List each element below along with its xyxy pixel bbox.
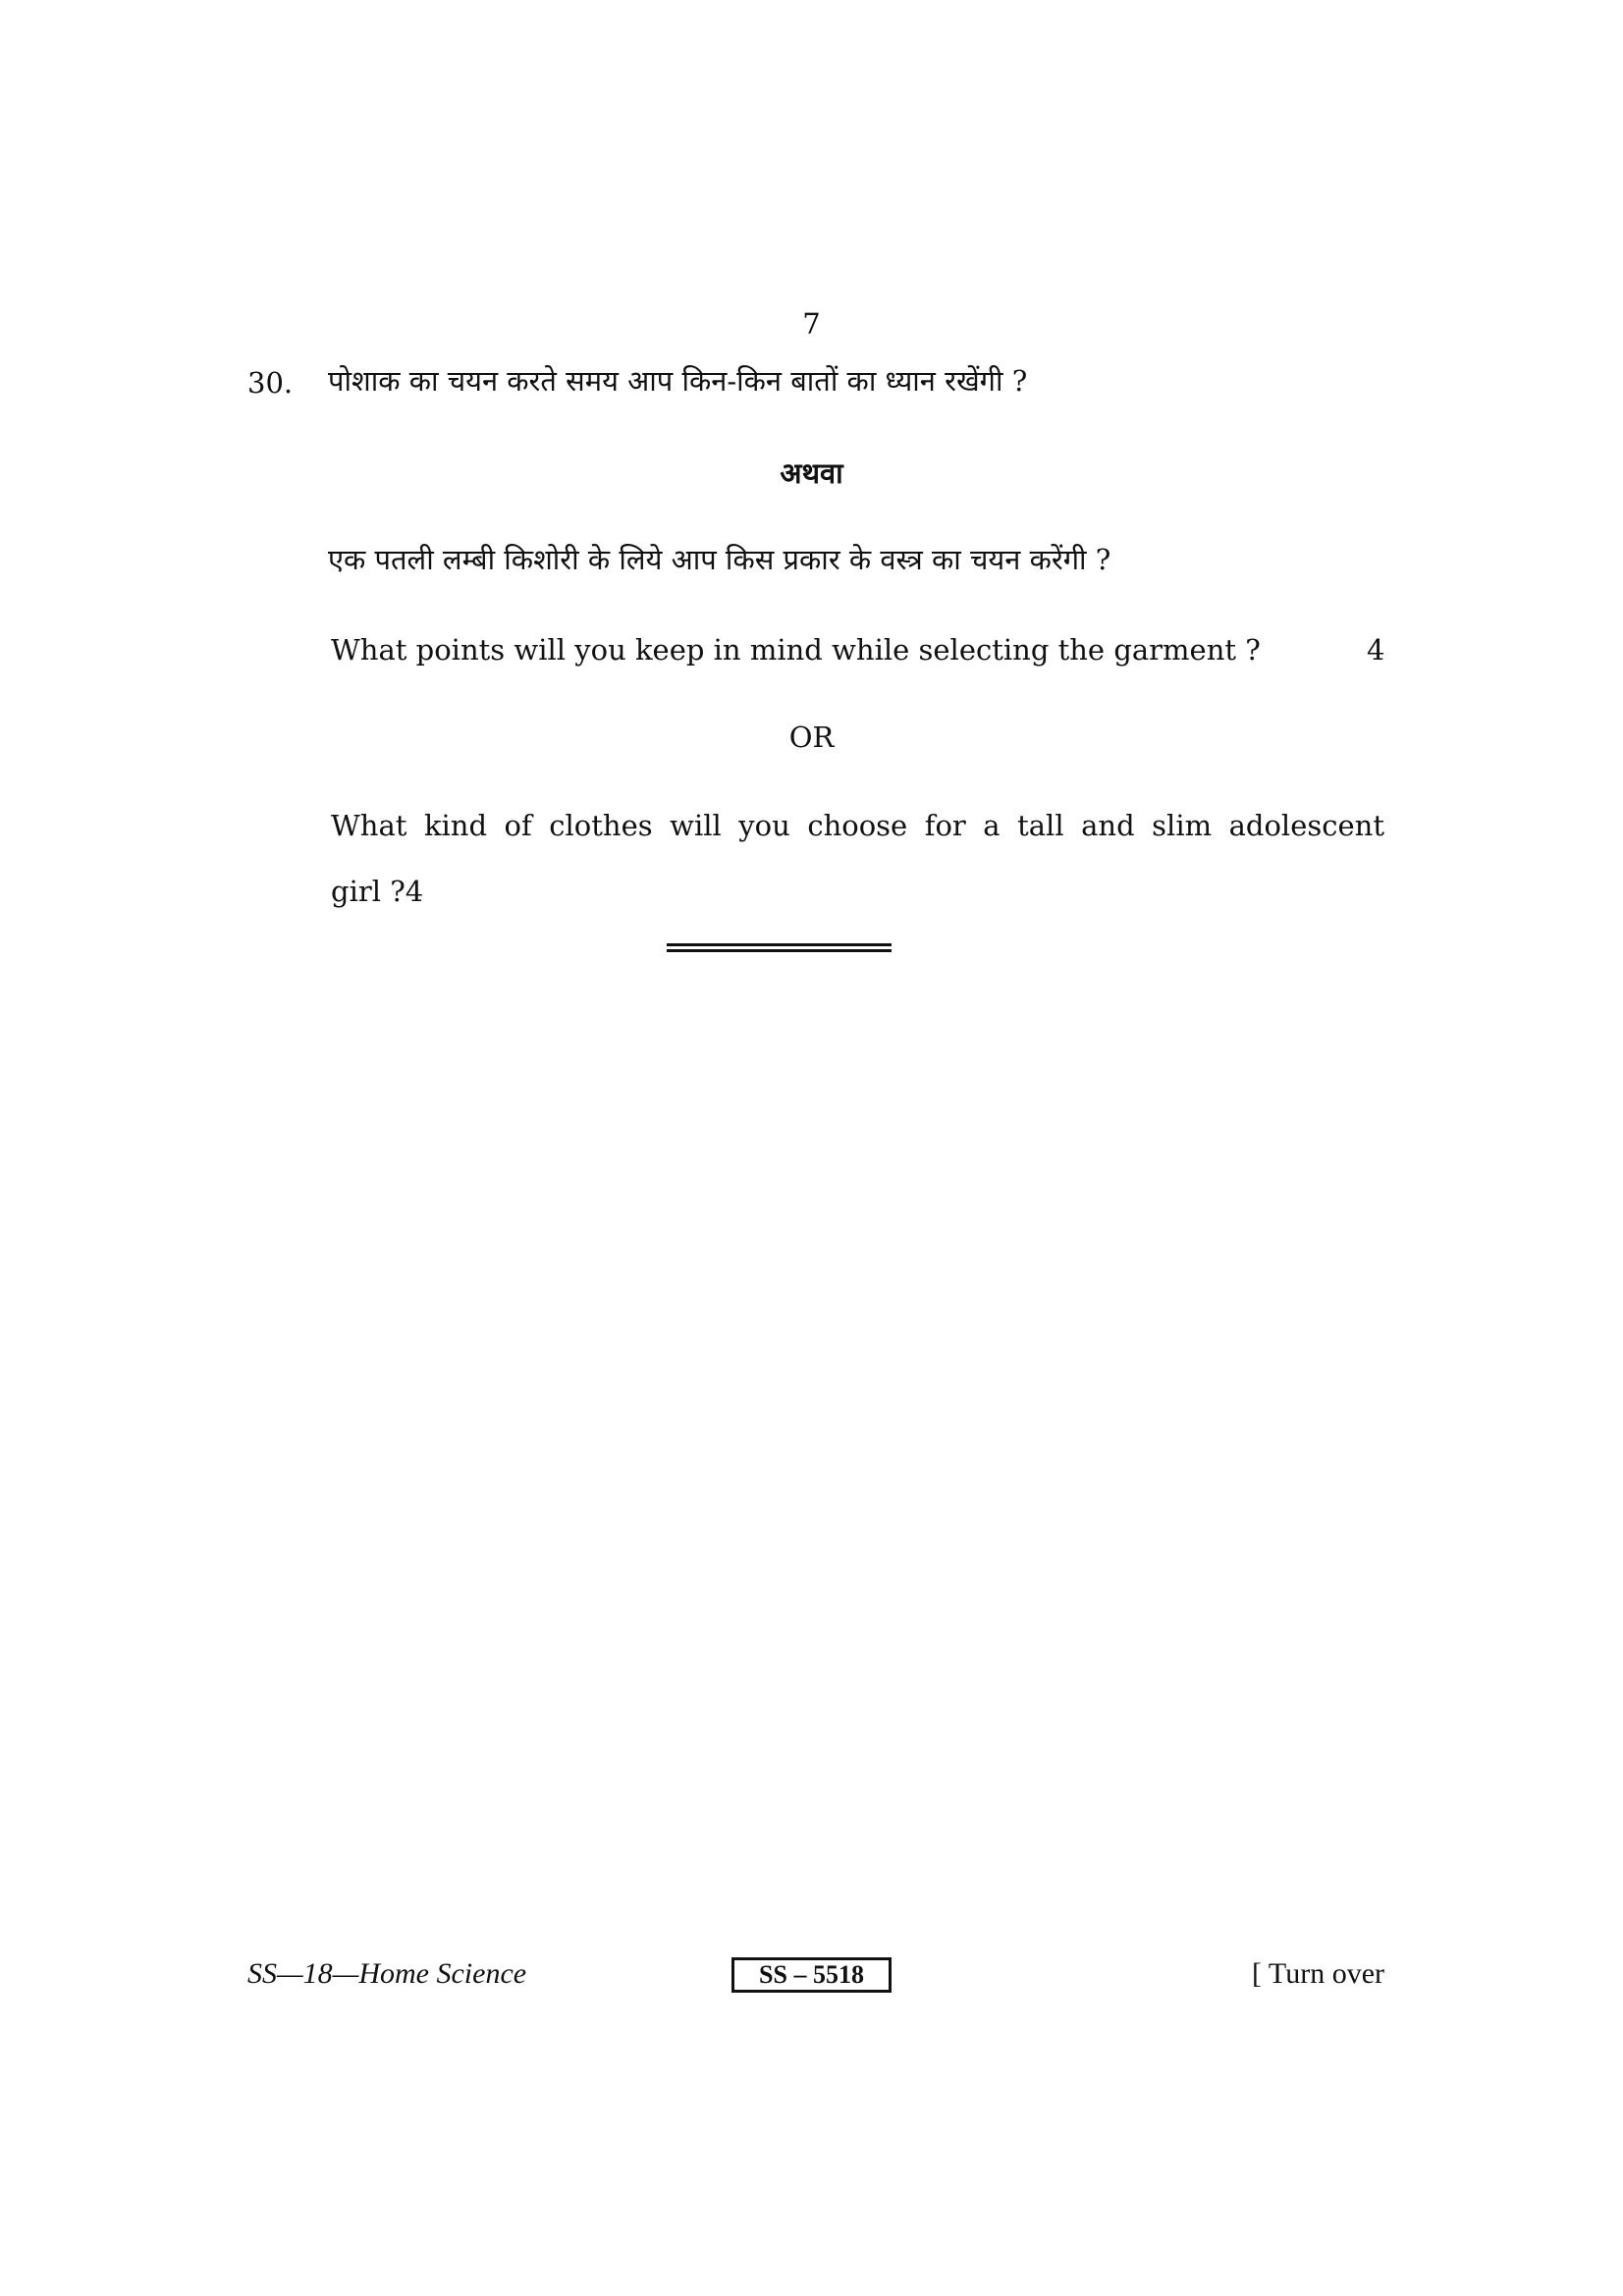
- footer-subject: SS—18—Home Science: [247, 1957, 527, 1990]
- end-of-paper-double-rule: [667, 943, 892, 952]
- question-marks: 4: [1367, 633, 1385, 667]
- footer-turn-over: [ Turn over: [1251, 1957, 1384, 1990]
- question-hindi: पोशाक का चयन करते समय आप किन-किन बातों का ध्यान रखेंगी ?: [328, 364, 1028, 398]
- question-english-alternative-line2: girl ?4: [331, 875, 424, 908]
- question-number: 30.: [247, 366, 294, 400]
- footer-paper-code: SS – 5518: [731, 1957, 892, 1993]
- question-hindi-alternative: एक पतली लम्बी किशोरी के लिये आप किस प्रकार के वस्त्र का चयन करेंगी ?: [328, 543, 1111, 576]
- or-label-english: OR: [788, 721, 835, 754]
- or-label-hindi: अथवा: [780, 456, 843, 490]
- question-english-alternative-line1: What kind of clothes will you choose for a tall and slim adolescent: [331, 809, 1384, 842]
- page-number: 7: [802, 307, 821, 341]
- question-english: What points will you keep in mind while selecting the garment ?: [331, 633, 1261, 667]
